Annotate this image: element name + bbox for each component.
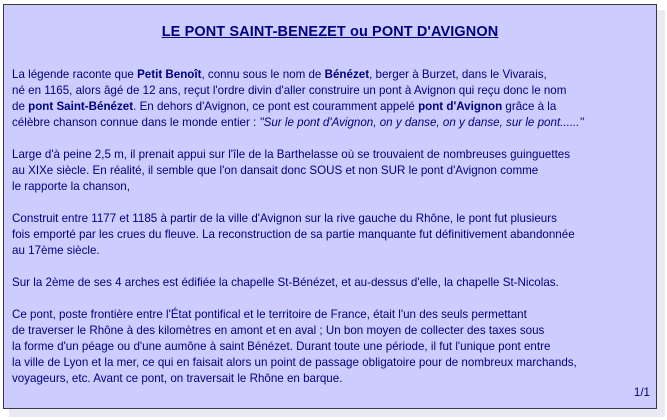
text-line: Large d'à peine 2,5 m, il prenait appui sur l'île de la Barthelasse où se trouvaient de nombreuses guinguettes: [12, 148, 571, 161]
bold-text: Petit Benoît: [137, 68, 202, 81]
text-line: [12, 67, 657, 83]
paragraph-legend: [12, 67, 657, 131]
text-line: fois emporté par les crues du fleuve. La reconstruction de sa partie manquante fut définitivement abandonnée: [12, 228, 575, 241]
text-line: au 17ème siècle.: [12, 244, 100, 257]
text-run: célèbre chanson connue dans le monde entier :: [12, 116, 260, 129]
text-line: [12, 99, 657, 115]
paragraph-construction: [12, 211, 657, 259]
italic-quote: "Sur le pont d'Avignon, on y danse, on y danse, sur le pont......": [259, 116, 584, 129]
text-run: . En dehors d'Avignon, ce pont est couramment appelé: [133, 100, 419, 113]
text-run: de: [12, 100, 29, 113]
text-run: grâce à la: [502, 100, 557, 113]
page-title: LE PONT SAINT-BENEZET ou PONT D'AVIGNON: [161, 24, 499, 40]
text-line: Sur la 2ème de ses 4 arches est édifiée la chapelle St-Bénézet, et au-dessus d'elle, la chapelle St-Nicolas.: [12, 276, 559, 289]
text-run: La légende raconte que: [12, 68, 138, 81]
paragraph-frontier: [12, 307, 657, 387]
paragraph-width: [12, 147, 657, 195]
text-line: la forme d'un péage ou d'une aumône à saint Bénézet. Durant toute une période, il fut l'unique pont entre: [12, 340, 551, 353]
text-line: la ville de Lyon et la mer, ce qui en faisait alors un point de passage obligatoire pour de nombreux marchands,: [12, 356, 577, 369]
bold-text: pont d'Avignon: [418, 100, 503, 113]
bold-text: pont Saint-Bénézet: [28, 100, 134, 113]
page-number: 1/1: [633, 386, 650, 399]
text-line: né en 1165, alors âgé de 12 ans, reçut l'ordre divin d'aller construire un pont à Avignon qui reçu donc le nom: [12, 84, 567, 97]
text-line: Ce pont, poste frontière entre l'État pontifical et le territoire de France, était l'un des seuls permettant: [12, 308, 527, 321]
document-page: [3, 4, 657, 409]
paragraph-arches: [12, 275, 657, 291]
text-line: Construit entre 1177 et 1185 à partir de la ville d'Avignon sur la rive gauche du Rhône, le pont fut plusieurs: [12, 212, 557, 225]
text-run: , connu sous le nom de: [201, 68, 325, 81]
text-run: , berger à Burzet, dans le Vivarais,: [369, 68, 547, 81]
text-line: au XIXe siècle. En réalité, il semble que l'on dansait donc SOUS et non SUR le pont d'Avignon comme: [12, 164, 539, 177]
text-line: le rapporte la chanson,: [12, 180, 130, 193]
text-line: de traverser le Rhône à des kilomètres en amont et en aval ; Un bon moyen de collecter des taxes sous: [12, 324, 545, 337]
bold-text: Bénézet: [324, 68, 370, 81]
text-line: voyageurs, etc. Avant ce pont, on traversait le Rhône en barque.: [12, 372, 343, 385]
text-line: [12, 115, 657, 131]
document-body: [12, 67, 657, 403]
